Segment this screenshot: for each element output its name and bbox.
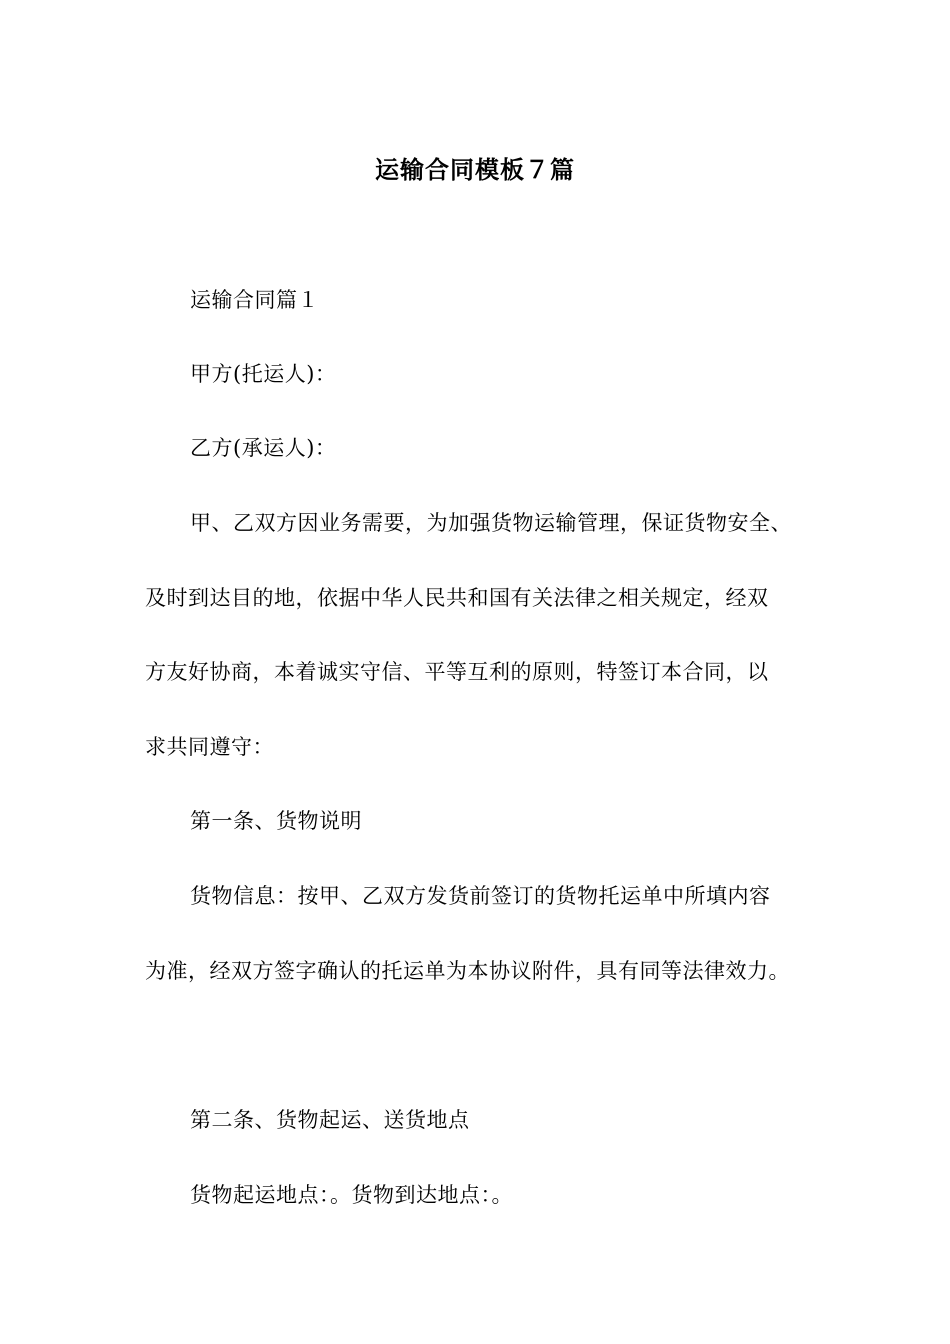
preamble-line: 求共同遵守： <box>145 735 274 759</box>
article-1-line: 货物信息：按甲、乙双方发货前签订的货物托运单中所填内容 <box>190 884 771 908</box>
party-b-label: 乙方(承运人)： <box>190 436 337 460</box>
preamble-line: 方友好协商，本着诚实守信、平等互利的原则，特签订本合同，以 <box>145 660 769 684</box>
preamble-line: 及时到达目的地，依据中华人民共和国有关法律之相关规定，经双 <box>145 586 769 610</box>
article-2-heading: 第二条、货物起运、送货地点 <box>190 1108 470 1132</box>
article-1-line: 为准，经双方签字确认的托运单为本协议附件，具有同等法律效力。 <box>145 959 790 983</box>
article-2-line: 货物起运地点：。货物到达地点：。 <box>190 1183 513 1207</box>
party-a-label: 甲方(托运人)： <box>190 362 337 386</box>
section-heading: 运输合同篇１ <box>190 288 319 312</box>
article-1-heading: 第一条、货物说明 <box>190 809 362 833</box>
document-title: 运输合同模板７篇 <box>375 156 575 184</box>
preamble-line: 甲、乙双方因业务需要，为加强货物运输管理，保证货物安全、 <box>190 511 792 535</box>
